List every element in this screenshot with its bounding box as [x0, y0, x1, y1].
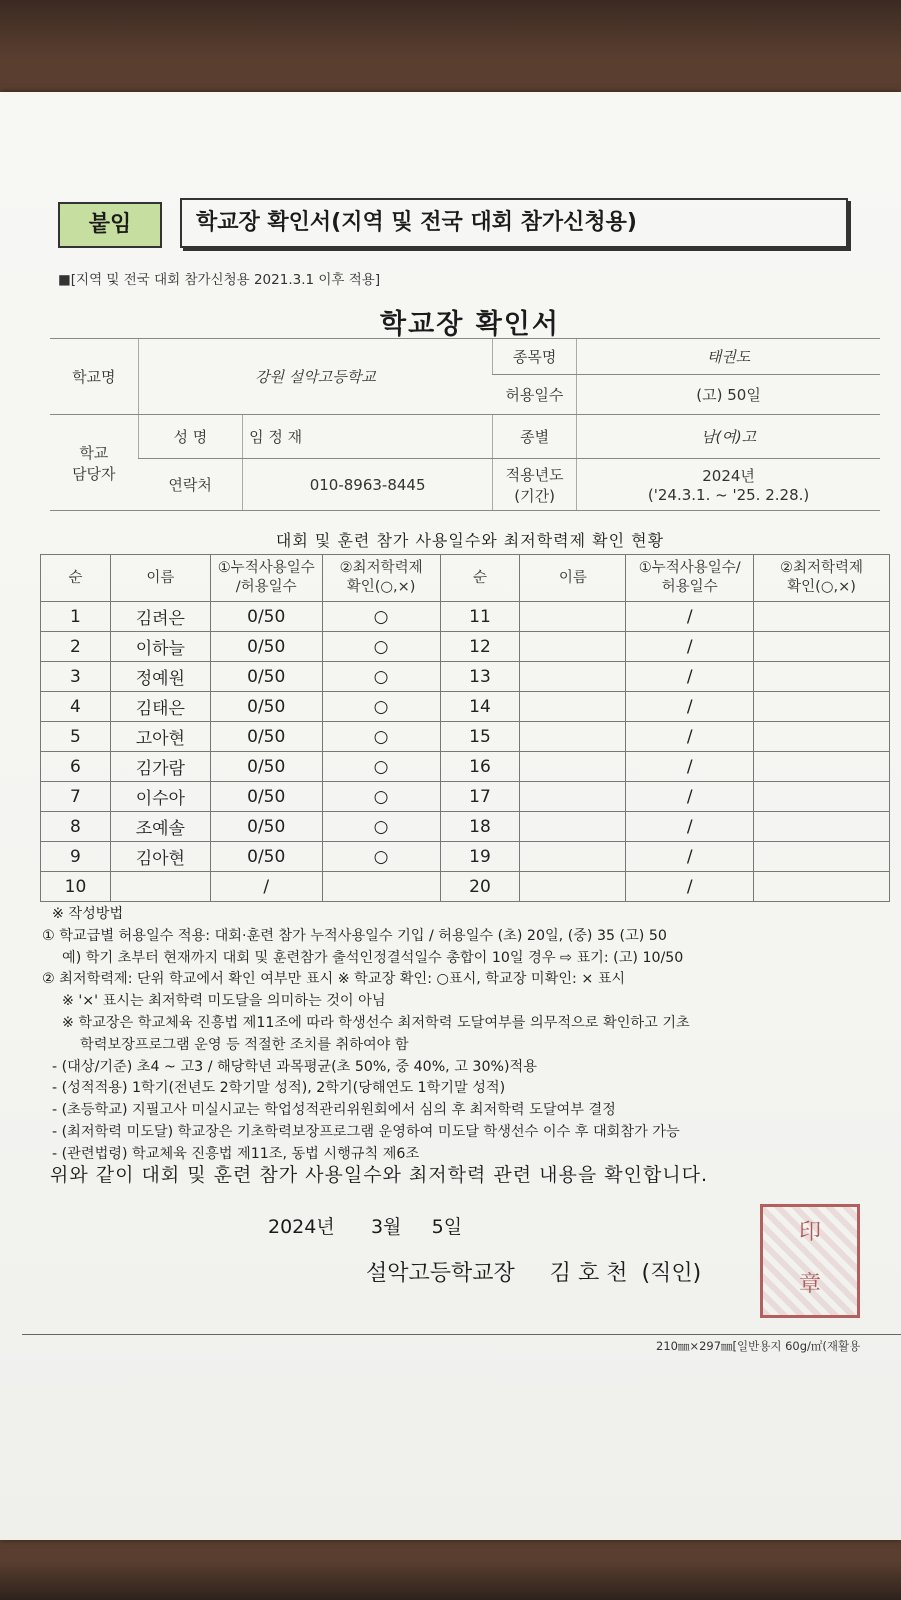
header-title: 학교장 확인서(지역 및 전국 대회 참가신청용)	[180, 198, 848, 248]
name-label: 성 명	[138, 415, 243, 459]
signature-date: 2024년 3월 5일	[268, 1216, 463, 1238]
row-name: 고아현	[110, 722, 210, 752]
gender-value: 남(여)고	[577, 415, 880, 459]
row-check-2	[754, 692, 890, 722]
document-title: 학교장 확인서	[380, 309, 560, 340]
school-value: 강원 설악고등학교	[138, 339, 493, 415]
col-no-2: 순	[440, 555, 520, 602]
principal-signature: 설악고등학교장 김 호 천 (직인)	[366, 1261, 702, 1286]
col-no: 순	[41, 555, 111, 602]
row-check-2	[754, 752, 890, 782]
row-name	[110, 872, 210, 902]
row-no-2: 14	[440, 692, 520, 722]
row-days-2: /	[626, 602, 754, 632]
row-name-2	[520, 752, 626, 782]
table-row	[41, 872, 890, 902]
detail-1: - (대상/기준) 초4 ~ 고3 / 해당학년 과목평균(초 50%, 중 40%, 고 30%)적용	[52, 1058, 537, 1075]
table-row	[41, 632, 890, 662]
row-name-2	[520, 632, 626, 662]
note-2: ② 최저학력제: 단위 학교에서 확인 여부만 표시 ※ 학교장 확인: ○표시, 학교장 미확인: × 표시	[42, 971, 626, 988]
row-days-2: /	[626, 812, 754, 842]
row-name-2	[520, 812, 626, 842]
row-no: 7	[41, 782, 111, 812]
year-value: 2024년 ('24.3.1. ~ '25. 2.28.)	[577, 459, 880, 511]
row-check: ○	[322, 632, 440, 662]
document-paper	[0, 92, 901, 1540]
row-check: ○	[322, 722, 440, 752]
detail-4: - (최저학력 미도달) 학교장은 기초학력보장프로그램 운영하여 미도달 학생선수 이수 후 대회참가 가능	[52, 1123, 680, 1140]
row-check-2	[754, 722, 890, 752]
note-1: ① 학교급별 허용일수 적용: 대회·훈련 참가 누적사용일수 기입 / 허용일수 (초) 20일, (중) 35 (고) 50	[42, 927, 667, 944]
row-no: 1	[41, 602, 111, 632]
detail-2: - (성적적용) 1학기(전년도 2학기말 성적), 2학기(당해연도 1학기말 성적)	[52, 1080, 506, 1097]
row-days: 0/50	[210, 662, 322, 692]
row-days: 0/50	[210, 602, 322, 632]
col-min: ②최저학력제 확인(○,×)	[322, 555, 440, 602]
official-seal: 印 章	[760, 1204, 860, 1318]
row-name: 조예솔	[110, 812, 210, 842]
row-check: ○	[322, 842, 440, 872]
row-no-2: 12	[440, 632, 520, 662]
school-label: 학교명	[50, 339, 138, 415]
row-check-2	[754, 872, 890, 902]
row-days: 0/50	[210, 842, 322, 872]
row-no-2: 20	[440, 872, 520, 902]
row-no: 6	[41, 752, 111, 782]
col-days: ①누적사용일수 /허용일수	[210, 555, 322, 602]
row-check-2	[754, 782, 890, 812]
row-days-2: /	[626, 692, 754, 722]
bottom-divider	[22, 1334, 901, 1335]
days-label: 허용일수	[493, 375, 577, 415]
row-no-2: 18	[440, 812, 520, 842]
row-days: 0/50	[210, 692, 322, 722]
row-check-2	[754, 842, 890, 872]
gender-label: 종별	[493, 415, 577, 459]
table-row	[41, 812, 890, 842]
name-value: 임 정 재	[243, 415, 493, 459]
confirmation-text: 위와 같이 대회 및 훈련 참가 사용일수와 최저학력 관련 내용을 확인합니다.	[50, 1164, 709, 1186]
status-subtitle: 대회 및 훈련 참가 사용일수와 최저학력제 확인 현황	[275, 531, 665, 550]
row-days-2: /	[626, 632, 754, 662]
row-days: /	[210, 872, 322, 902]
row-days-2: /	[626, 722, 754, 752]
row-name: 김아현	[110, 842, 210, 872]
row-days-2: /	[626, 782, 754, 812]
row-check	[322, 872, 440, 902]
year-label: 적용년도 (기간)	[493, 459, 577, 511]
note-1-example: 예) 학기 초부터 현재까지 대회 및 훈련참가 출석인정결석일수 총합이 10일 경우 ⇨ 표기: (고) 10/50	[62, 949, 684, 966]
table-row	[41, 752, 890, 782]
detail-3: - (초등학교) 지필고사 미실시교는 학업성적관리위원회에서 심의 후 최저학력 도달여부 결정	[52, 1102, 616, 1119]
note-4-cont: 학력보장프로그램 운영 등 적절한 조치를 취하여야 함	[80, 1036, 409, 1053]
row-days-2: /	[626, 752, 754, 782]
row-days: 0/50	[210, 752, 322, 782]
row-days: 0/50	[210, 782, 322, 812]
row-no-2: 15	[440, 722, 520, 752]
row-check-2	[754, 662, 890, 692]
paper-spec-footer: 210㎜×297㎜[일반용지 60g/㎡(재활용	[656, 1339, 861, 1353]
table-row	[41, 842, 890, 872]
row-no: 9	[41, 842, 111, 872]
event-value: 태권도	[577, 339, 880, 375]
row-name-2	[520, 842, 626, 872]
days-value: (고) 50일	[577, 375, 880, 415]
row-name-2	[520, 602, 626, 632]
row-check: ○	[322, 692, 440, 722]
note-4: ※ 학교장은 학교체육 진흥법 제11조에 따라 학생선수 최저학력 도달여부를 의무적으로 확인하고 기초	[62, 1014, 690, 1031]
row-check: ○	[322, 602, 440, 632]
row-days: 0/50	[210, 812, 322, 842]
row-no: 2	[41, 632, 111, 662]
row-name: 김가람	[110, 752, 210, 782]
row-no-2: 17	[440, 782, 520, 812]
note-3: ※ '×' 표시는 최저학력 미도달을 의미하는 것이 아님	[62, 993, 386, 1010]
table-row	[41, 722, 890, 752]
row-name-2	[520, 872, 626, 902]
contact-value: 010-8963-8445	[243, 459, 493, 511]
row-name-2	[520, 662, 626, 692]
row-days-2: /	[626, 872, 754, 902]
row-no-2: 16	[440, 752, 520, 782]
row-name: 이하늘	[110, 632, 210, 662]
col-name: 이름	[110, 555, 210, 602]
col-name-2: 이름	[520, 555, 626, 602]
school-info-table	[50, 338, 880, 511]
participation-table	[40, 554, 890, 902]
notes-title: ※ 작성방법	[52, 906, 124, 922]
row-no-2: 13	[440, 662, 520, 692]
row-name: 이수아	[110, 782, 210, 812]
row-check: ○	[322, 812, 440, 842]
row-days: 0/50	[210, 632, 322, 662]
table-row	[41, 692, 890, 722]
row-check-2	[754, 812, 890, 842]
row-no: 4	[41, 692, 111, 722]
instructions	[42, 904, 901, 1166]
row-name-2	[520, 692, 626, 722]
detail-5: - (관련법령) 학교체육 진흥법 제11조, 동법 시행규칙 제6조	[52, 1145, 420, 1162]
row-no: 8	[41, 812, 111, 842]
row-check: ○	[322, 782, 440, 812]
col-days-2: ①누적사용일수/ 허용일수	[626, 555, 754, 602]
table-row	[41, 662, 890, 692]
row-no-2: 19	[440, 842, 520, 872]
row-days-2: /	[626, 662, 754, 692]
row-name: 김려은	[110, 602, 210, 632]
col-min-2: ②최저학력제 확인(○,×)	[754, 555, 890, 602]
row-name-2	[520, 782, 626, 812]
attachment-label: 붙임	[58, 202, 162, 248]
table-header-row	[41, 555, 890, 602]
row-no-2: 11	[440, 602, 520, 632]
row-name-2	[520, 722, 626, 752]
row-check-2	[754, 602, 890, 632]
row-days: 0/50	[210, 722, 322, 752]
row-check-2	[754, 632, 890, 662]
row-no: 10	[41, 872, 111, 902]
row-no: 3	[41, 662, 111, 692]
event-label: 종목명	[493, 339, 577, 375]
row-check: ○	[322, 752, 440, 782]
row-name: 김태은	[110, 692, 210, 722]
table-row	[41, 782, 890, 812]
row-name: 정예원	[110, 662, 210, 692]
row-days-2: /	[626, 842, 754, 872]
row-no: 5	[41, 722, 111, 752]
table-row	[41, 602, 890, 632]
contact-label: 연락처	[138, 459, 243, 511]
applicability-note: ■[지역 및 전국 대회 참가신청용 2021.3.1 이후 적용]	[58, 272, 381, 288]
row-check: ○	[322, 662, 440, 692]
staff-label: 학교 담당자	[50, 415, 138, 511]
